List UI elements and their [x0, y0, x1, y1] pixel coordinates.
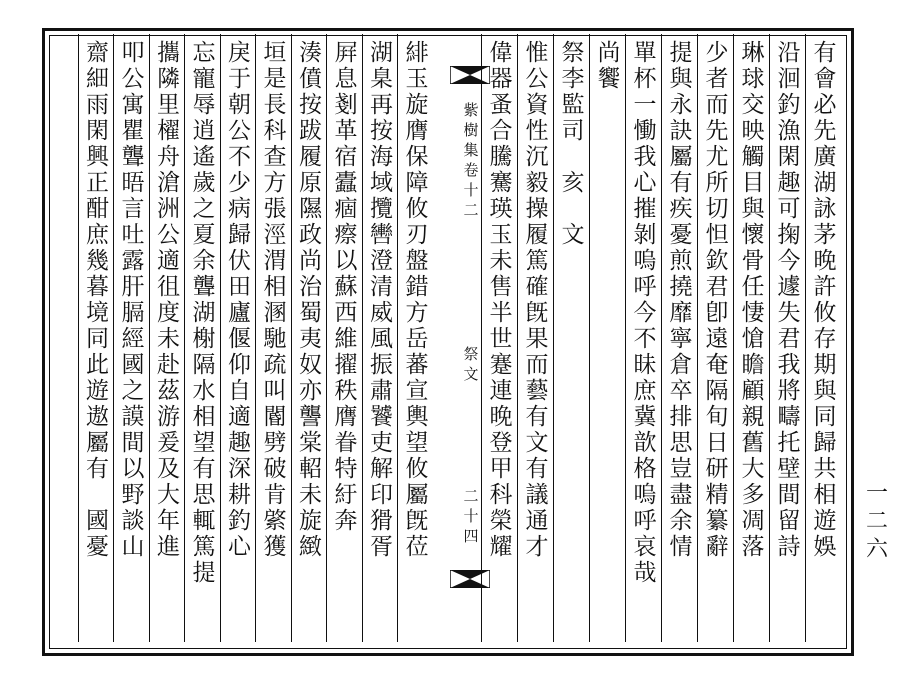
text-column: 單 杯 一 慟 我 心 摧 剝 嗚 呼 今 不 昧 庶 冀 歆 格 嗚 呼 哀 哉: [633, 40, 657, 586]
text-column: 湊 僨 按 跋 履 原 隰 政 尚 治 蜀 夷 奴 亦 讋 棠 軺 未 旋 緻: [299, 40, 322, 560]
text-column: 攜 隣 里 櫂 舟 滄 洲 公 適 徂 度 未 赴 茲 游 爰 及 大 年 進: [157, 40, 180, 560]
text-column: 齋 細 雨 閑 興 正 酣 庶 幾 暮 境 同 此 遊 遨 屬 有 國 憂: [86, 40, 109, 560]
text-column: 沿 洄 釣 漁 閑 趣 可 掬 今 遽 失 君 我 將 疇 托 壁 間 留 詩: [777, 40, 801, 560]
text-column: 偉 器 蚤 合 騰 騫 瑛 玉 未 售 半 世 蹇 連 晚 登 甲 科 榮 耀: [489, 40, 513, 560]
text-column: 叩 公 寓 瞿 聾 晤 言 吐 露 肝 膈 經 國 之 謨 間 以 野 談 山: [121, 40, 145, 560]
text-column: 尚 饗: [597, 40, 621, 92]
text-column: 提 與 永 訣 屬 有 疾 憂 煎 撓 靡 寧 倉 卒 排 思 豈 盡 余 情: [669, 40, 693, 560]
center-column: [444, 34, 496, 642]
text-column: 少 者 而 先 尤 所 切 怛 欽 君 卽 遠 奄 隔 旬 日 研 精 纂 辭: [705, 40, 729, 560]
text-column: 垣 是 長 科 查 方 張 涇 渭 相 溷 馳 疏 叫 閽 劈 破 肯 綮 獲: [263, 40, 287, 560]
section-label: 祭 文: [463, 345, 479, 383]
volume-title: 紫 樹 集 卷 十 二: [463, 101, 479, 219]
text-column: 戾 于 朝 公 不 少 病 歸 伏 田 廬 偃 仰 自 適 趣 深 耕 釣 心: [228, 40, 251, 560]
fishtail-top-icon: [450, 66, 490, 84]
text-column: 湖 臬 再 按 海 域 攬 轡 澄 清 威 風 振 肅 饕 吏 解 印 猾 胥: [370, 40, 393, 560]
fishtail-bottom-icon: [450, 570, 490, 588]
text-column: 有 會 必 先 廣 湖 詠 茅 晚 許 攸 存 期 與 同 歸 共 相 遊 娛: [813, 40, 837, 560]
text-column: 惟 公 資 性 沉 毅 操 履 篤 確 旣 果 而 藝 有 文 有 議 通 才: [525, 40, 549, 560]
text-column: 琳 球 交 映 觸 目 與 懷 骨 任 悽 愴 瞻 顧 親 舊 大 多 凋 落: [741, 40, 765, 560]
leaf-number: 二 十 四: [463, 487, 479, 545]
text-column: 屛 息 剗 革 宿 蠹 痼 瘵 以 蘇 西 維 擢 秩 膺 眷 特 紆 奔: [334, 40, 358, 534]
text-column: 緋 玉 旋 膺 保 障 攸 刃 盤 錯 方 岳 蕃 宣 輿 望 攸 屬 旣 莅: [405, 40, 429, 560]
text-column: 祭 李 監 司 亥 文: [561, 40, 585, 248]
page-number: 一 二 六: [865, 481, 888, 562]
text-column: 忘 寵 辱 逍 遙 歲 之 夏 余 聾 湖 榭 隔 水 相 望 有 思 輒 篤 提: [192, 40, 216, 586]
